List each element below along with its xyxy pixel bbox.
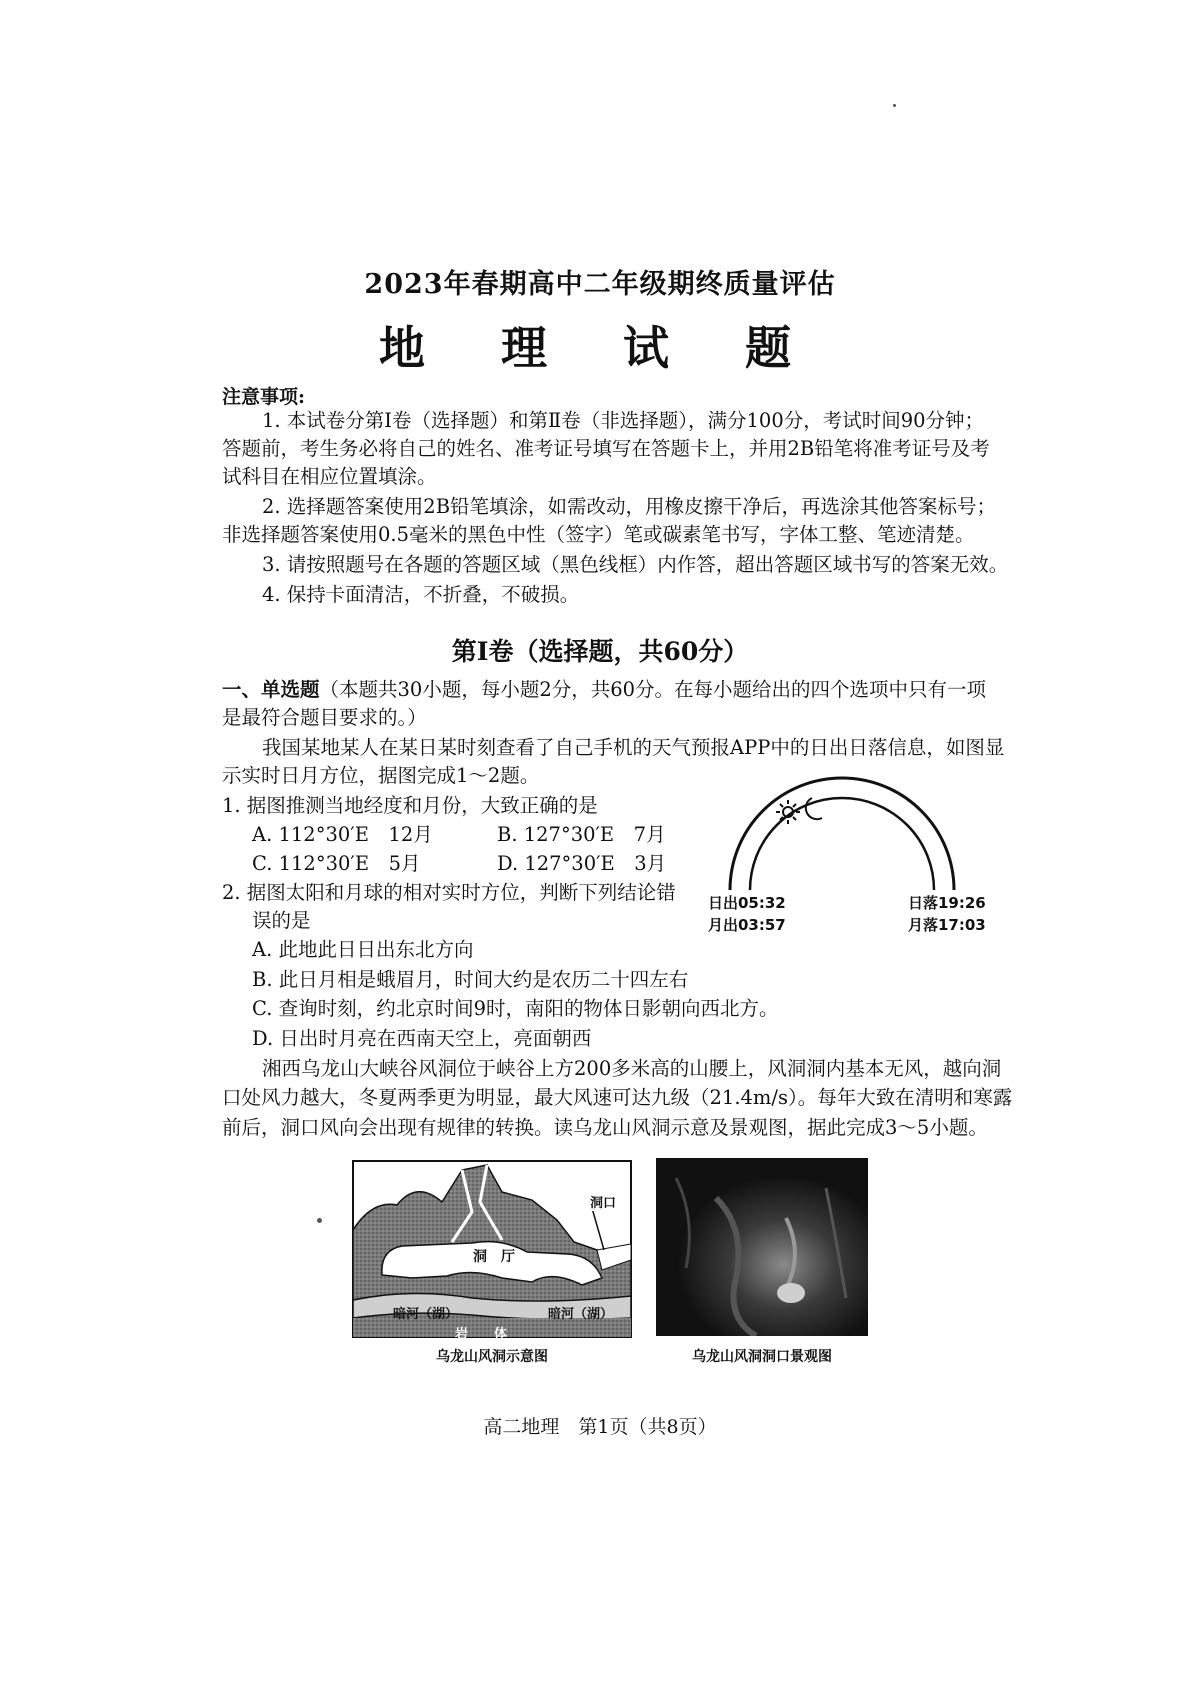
scan-speck [893,104,896,107]
q1-option-b: B. 127°30′E 7月 [497,823,666,846]
sun-moon-arc-diagram [700,770,980,890]
bedrock-label: 岩 体 [455,1327,508,1342]
notice-line-4: 2. 选择题答案使用2B铅笔填涂，如需改动，用橡皮擦干净后，再选涂其他答案标号； [262,495,997,518]
exam-title: 2023年春期高中二年级期终质量评估 [364,269,836,300]
q2-option-a: A. 此地此日日出东北方向 [252,938,474,961]
cave-entrance-label: 洞口 [588,1192,618,1211]
passage1-line-2: 示实时日月方位，据图完成1～2题。 [222,764,540,787]
q1-option-a: A. 112°30′E 12月 [252,823,433,846]
cave-diagram-caption: 乌龙山风洞示意图 [436,1349,548,1365]
q1-option-d: D. 127°30′E 3月 [497,852,667,875]
sun-icon [776,800,800,824]
notice-heading: 注意事项: [222,386,306,408]
underground-river-left-label: 暗河（湖） [393,1307,459,1322]
q2-option-d: D. 日出时月亮在西南天空上，亮面朝西 [252,1027,592,1050]
notice-line-2: 答题前，考生务必将自己的姓名、准考证号填写在答题卡上，并用2B铅笔将准考证号及考 [222,437,990,460]
section-title: 第Ⅰ卷（选择题，共60分） [451,637,749,666]
notice-line-3: 试科目在相应位置填涂。 [222,465,437,488]
passage2-line-2: 口处风力越大，冬夏两季更为明显，最大风速可达九级（21.4m/s）。每年大致在清明和寒露 [222,1086,1013,1109]
instruction-line-1 [222,678,986,702]
page-footer: 高二地理 第1页（共8页） [483,1416,717,1438]
instruction-label: 一、单选题 [222,678,320,701]
notice-line-5: 非选择题答案使用0.5毫米的黑色中性（签字）笔或碳素笔书写，字体工整、笔迹清楚。 [222,523,975,546]
cave-photo-caption: 乌龙山风洞洞口景观图 [692,1349,832,1365]
passage2-line-3: 前后，洞口风向会出现有规律的转换。读乌龙山风洞示意及景观图，据此完成3～5小题。 [222,1116,988,1139]
subject-title: 地 理 试 题 [378,321,822,375]
q1-option-c: C. 112°30′E 5月 [252,852,421,875]
outer-arc [730,778,954,890]
sunrise-label: 日出05:32 [708,894,786,912]
scan-speck [317,1218,322,1223]
instruction-text: （本题共30小题，每小题2分，共60分。在每小题给出的四个选项中只有一项 [319,678,987,701]
q2-option-c: C. 查询时刻，约北京时间9时，南阳的物体日影朝向西北方。 [252,997,779,1020]
q2-option-b: B. 此日月相是蛾眉月，时间大约是农历二十四左右 [252,968,689,991]
cave-hall-label: 洞 厅 [473,1249,515,1265]
cave-entrance-photo [656,1158,868,1336]
notice-line-7: 4. 保持卡面清洁，不折叠，不破损。 [262,583,580,606]
q2-stem-line-2: 误的是 [252,909,311,932]
q2-stem-line-1: 2. 据图太阳和月球的相对实时方位，判断下列结论错 [222,881,676,904]
q1-stem: 1. 据图推测当地经度和月份，大致正确的是 [222,794,598,817]
sunset-label: 日落19:26 [908,894,986,912]
underground-river-right-label: 暗河（湖） [548,1307,614,1322]
notice-line-6: 3. 请按照题号在各题的答题区域（黑色线框）内作答，超出答题区域书写的答案无效。 [262,553,1009,576]
moonset-label: 月落17:03 [908,916,986,934]
instruction-line-2: 是最符合题目要求的。） [222,706,427,729]
passage1-line-1: 我国某地某人在某日某时刻查看了自己手机的天气预报APP中的日出日落信息，如图显 [262,736,1005,759]
moonrise-label: 月出03:57 [708,916,786,934]
passage2-line-1: 湘西乌龙山大峡谷风洞位于峡谷上方200多米高的山腰上，风洞洞内基本无风，越向洞 [262,1057,1002,1080]
notice-line-1: 1. 本试卷分第Ⅰ卷（选择题）和第Ⅱ卷（非选择题），满分100分，考试时间90分钟； [262,409,985,432]
